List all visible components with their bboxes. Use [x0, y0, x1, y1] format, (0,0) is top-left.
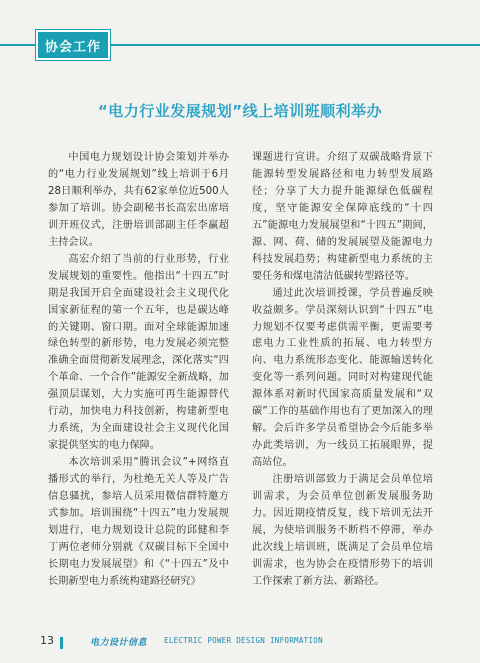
article-title: “电力行业发展规划”线上培训班顺利举办: [97, 102, 383, 120]
paragraph: 通过此次培训授课，学员普遍反映收益颇多。学员深刻认识到“十四五”电力规划不仅要考虑供需平衡，更需要考虑电力工业性质的拓展、电力转型方向、电力系统形态变化、能源输送转化变化等一系列问题。同时对构建现代能源体系对新时代国家高质量发展和“双碳”工作的基础作用也有了更加深入的理解。会后许多学员希望协会今后能多举办此类培训，为一线员工拓展眼界，提高站位。: [252, 287, 433, 469]
page-number: 13: [40, 634, 54, 647]
paragraph: 课题进行宣讲。介绍了双碳战略背景下能源转型发展路径和电力转型发展路径；分享了大力提升能源绿色低碳程度，坚守能源安全保障底线的“十四五”能源电力发展展望和“十四五”期间，源、网、荷、储的发展展望及能源电力科技发展趋势；构建新型电力系统的主要任务和煤电清洁低碳转型路径等。: [252, 152, 433, 282]
section-label: 协会工作: [36, 30, 110, 60]
footer-divider: [60, 637, 63, 649]
paragraph: 本次培训采用“腾讯会议”+网络直播形式的举行，为杜绝无关人等及广告信息骚扰，参培人员采用微信群特邀方式参加。培训围绕“十四五”电力发展规划进行，电力规划设计总院的邱健和李丁两位老师分别就《双碳目标下全国中长期电力发展展望》和《“十四五”及中长期新型电力系统构建路径研究》: [48, 457, 229, 587]
magazine-name-cn: 电力设计信息: [90, 638, 148, 648]
page-footer: [0, 634, 480, 654]
left-column: [48, 150, 229, 591]
paragraph: 注册培训部致力于满足会员单位培训需求，为会员单位创新发展服务助力。因近期疫情反复，线下培训无法开展，为使培训服务不断档不停滞，举办此次线上培训班，既满足了会员单位培训需求，也为协会在疫情形势下的培训工作探索了新方法、新路径。: [252, 474, 433, 587]
right-column: [252, 150, 433, 591]
paragraph: 高宏介绍了当前的行业形势，行业发展规划的重要性。他指出“十四五”时期是我国开启全面建设社会主义现代化国家新征程的第一个五年，也是碳达峰的关键期、窗口期。面对全球能源加速绿色转型的新形势，电力发展必须完整准确全面贯彻新发展理念，深化落实“四个革命、一个合作”能源安全新战略，加强顶层谋划，大力实施可再生能源替代行动，加快电力科技创新，构建新型电力系统，为全面建设社会主义现代化国家提供坚实的电力保障。: [48, 253, 229, 452]
magazine-name-en: ELECTRIC POWER DESIGN INFORMATION: [164, 636, 323, 645]
paragraph: 中国电力规划设计协会策划并举办的“电力行业发展规划”线上培训于6月28日顺利举办，共有62家单位近500人参加了培训。协会副秘书长高宏出席培训开班仪式，注册培训部副主任李赢超主持会议。: [48, 152, 229, 248]
